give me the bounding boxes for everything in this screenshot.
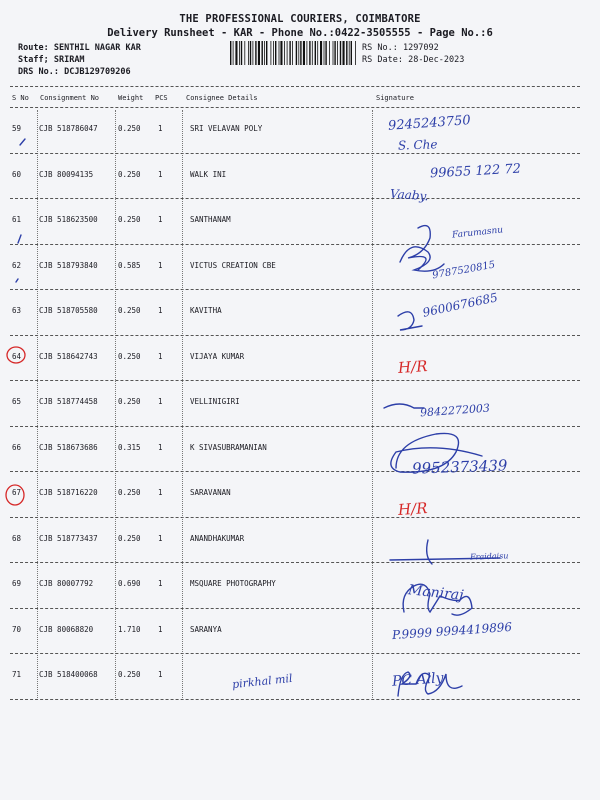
row-sno: 67 bbox=[12, 488, 22, 497]
row-consignment-no: CJB 518793840 bbox=[39, 260, 98, 270]
row-weight: 0.250 bbox=[118, 124, 141, 133]
route-value: SENTHIL NAGAR KAR bbox=[53, 43, 141, 53]
handwritten-signature-text: 9787520815 bbox=[431, 259, 497, 282]
drs-value: DCJB129709206 bbox=[64, 67, 131, 77]
row-pcs: 1 bbox=[158, 533, 163, 543]
row-sno: 66 bbox=[12, 442, 22, 452]
row-pcs: 1 bbox=[158, 579, 163, 588]
row-consignee: SARANYA bbox=[190, 624, 222, 634]
row-sno: 70 bbox=[12, 624, 22, 634]
row-pcs: 1 bbox=[158, 442, 163, 452]
row-consignment-no: CJB 518623500 bbox=[39, 215, 98, 224]
row-weight: 0.250 bbox=[118, 397, 141, 406]
row-consignment-no: CJB 518716220 bbox=[39, 488, 98, 497]
row-weight: 0.250 bbox=[118, 306, 141, 315]
row-consignee: VIJAYA KUMAR bbox=[190, 351, 245, 361]
rs-no-label: RS No.: bbox=[362, 43, 398, 53]
handwritten-signature-text: 9600676685 bbox=[421, 290, 499, 320]
row-consignment-no: CJB 518773437 bbox=[39, 533, 98, 543]
row-consignment-no: CJB 80068820 bbox=[39, 624, 94, 634]
tick-mark bbox=[16, 279, 18, 282]
rs-no-value: 1297092 bbox=[402, 43, 439, 53]
runsheet-title: Delivery Runsheet - KAR - Phone No.:0422-3505555 - Page No.:6 bbox=[107, 27, 493, 39]
row-pcs: 1 bbox=[158, 306, 163, 315]
tick-mark bbox=[18, 235, 21, 243]
row-sno: 64 bbox=[12, 351, 22, 361]
row-weight: 0.585 bbox=[118, 260, 141, 270]
row-sno: 71 bbox=[12, 670, 22, 679]
handwritten-signature-secondary: S. Che bbox=[397, 137, 438, 153]
tick-mark bbox=[20, 139, 25, 145]
company-name: THE PROFESSIONAL COURIERS, COIMBATORE bbox=[179, 13, 421, 25]
row-weight: 0.315 bbox=[118, 442, 141, 452]
row-weight: 0.250 bbox=[118, 488, 141, 497]
row-weight: 0.250 bbox=[118, 169, 141, 179]
row-weight: 0.250 bbox=[118, 351, 141, 361]
row-consignment-no: CJB 518400068 bbox=[39, 670, 98, 679]
row-sno: 68 bbox=[12, 533, 22, 543]
handwritten-signature-text: pirkhal mil bbox=[231, 671, 294, 692]
row-consignee: SANTHANAM bbox=[190, 215, 231, 224]
row-sno: 60 bbox=[12, 169, 22, 179]
handwritten-signature-text: 9842272003 bbox=[419, 401, 491, 420]
staff-value: SRIRAM bbox=[53, 55, 85, 65]
handwritten-signature-text: Farumasnu bbox=[451, 225, 504, 241]
row-sno: 62 bbox=[12, 260, 22, 270]
staff-label: Staff; bbox=[18, 55, 49, 65]
col-consignee: Consignee Details bbox=[186, 94, 258, 102]
row-consignee: SARAVANAN bbox=[190, 488, 231, 497]
row-consignee: VICTUS CREATION CBE bbox=[190, 260, 276, 270]
route-label: Route: bbox=[18, 43, 49, 53]
row-weight: 0.250 bbox=[118, 215, 141, 224]
row-consignment-no: CJB 518673686 bbox=[39, 442, 98, 452]
row-consignment-no: CJB 518705580 bbox=[39, 306, 98, 315]
row-sno: 65 bbox=[12, 397, 22, 406]
rs-date-label: RS Date: bbox=[362, 55, 403, 65]
row-consignee: ANANDHAKUMAR bbox=[190, 533, 245, 543]
red-circle-mark bbox=[6, 485, 24, 505]
row-consignment-no: CJB 80094135 bbox=[39, 169, 94, 179]
row-consignment-no: CJB 80007792 bbox=[39, 579, 94, 588]
row-pcs: 1 bbox=[158, 351, 163, 361]
row-pcs: 1 bbox=[158, 397, 163, 406]
row-consignee: SRI VELAVAN POLY bbox=[190, 124, 263, 133]
row-consignee: K SIVASUBRAMANIAN bbox=[190, 442, 267, 452]
row-weight: 0.250 bbox=[118, 533, 141, 543]
row-consignment-no: CJB 518786047 bbox=[39, 124, 98, 133]
row-consignment-no: CJB 518642743 bbox=[39, 351, 98, 361]
row-consignee: WALK INI bbox=[190, 169, 227, 179]
col-consignment: Consignment No bbox=[40, 94, 100, 102]
col-weight: Weight bbox=[118, 94, 144, 102]
handwritten-signature-text: 9952373439 bbox=[411, 456, 508, 478]
row-weight: 1.710 bbox=[118, 624, 141, 634]
row-pcs: 1 bbox=[158, 624, 163, 634]
row-pcs: 1 bbox=[158, 670, 163, 679]
row-pcs: 1 bbox=[158, 124, 163, 133]
col-sno: S No bbox=[12, 94, 29, 102]
signature-scribble bbox=[398, 312, 422, 330]
handwritten-signature-secondary: Vaaby. bbox=[389, 186, 430, 204]
strikethrough-scribble bbox=[384, 404, 424, 408]
drs-label: DRS No.: bbox=[18, 67, 59, 77]
handwritten-signature-text: 9245243750 bbox=[387, 113, 472, 134]
handwritten-signature-text: P.9999 9994419896 bbox=[391, 619, 513, 643]
handwritten-signature-text: H/R bbox=[397, 498, 429, 520]
rs-date-value: 28-Dec-2023 bbox=[408, 55, 465, 65]
handwritten-signature-text: 99655 122 72 bbox=[429, 161, 522, 182]
row-consignee: KAVITHA bbox=[190, 306, 222, 315]
col-pcs: PCS bbox=[155, 94, 168, 102]
row-pcs: 1 bbox=[158, 488, 163, 497]
row-consignee: VELLINIGIRI bbox=[190, 397, 240, 406]
row-consignment-no: CJB 518774458 bbox=[39, 397, 98, 406]
row-pcs: 1 bbox=[158, 215, 163, 224]
row-pcs: 1 bbox=[158, 260, 163, 270]
row-weight: 0.690 bbox=[118, 579, 141, 588]
handwritten-signature-text: Maniraj bbox=[407, 582, 465, 604]
handwritten-signature-text: H/R bbox=[397, 356, 429, 378]
row-consignee: MSQUARE PHOTOGRAPHY bbox=[190, 579, 276, 588]
row-sno: 69 bbox=[12, 579, 22, 588]
row-sno: 59 bbox=[12, 124, 22, 133]
row-sno: 63 bbox=[12, 306, 22, 315]
row-weight: 0.250 bbox=[118, 670, 141, 679]
row-sno: 61 bbox=[12, 215, 22, 224]
row-pcs: 1 bbox=[158, 169, 163, 179]
handwritten-signature-text: Fraidaisu bbox=[469, 551, 509, 562]
col-signature: Signature bbox=[376, 94, 414, 102]
red-circle-mark bbox=[7, 347, 25, 363]
handwritten-signature-secondary: PC Ally bbox=[391, 670, 445, 690]
